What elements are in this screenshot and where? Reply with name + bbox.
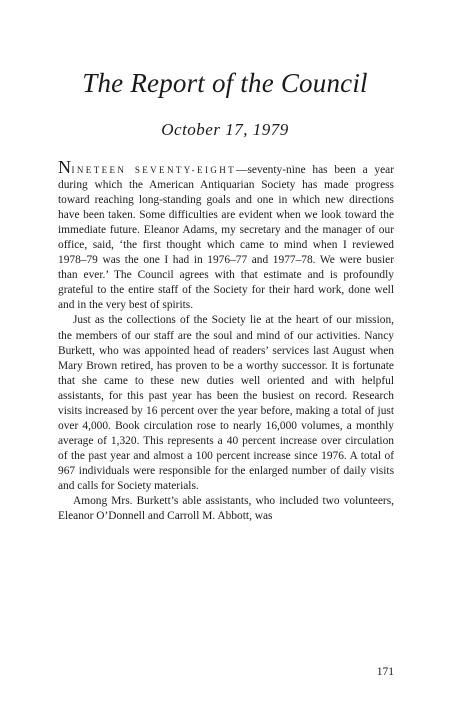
opening-small-caps: INETEEN SEVENTY-EIGHT — [71, 165, 237, 175]
page-number: 171 — [376, 666, 394, 678]
drop-cap-letter: N — [58, 157, 72, 177]
paragraph-1 — [58, 157, 395, 313]
report-body — [58, 157, 395, 524]
paragraph-3: Among Mrs. Burkett’s able assistants, who included two volunteers, Eleanor O’Donnell and Carroll M. Abbott, was — [58, 495, 394, 523]
paragraph-1-text: —seventy-nine has been a year during which the American Antiquarian Society has made progress toward reaching long-standing goals and one in which new directions have been taken. Some difficulties are evident when we look toward the immediate future. Eleanor Adams, my secretary and the manager of our office, said, ‘the first thought which came to mind when I reviewed 1978–79 was the one I had in 1976–77 and 1977–78. We were busier than ever.’ The Council agrees with that estimate and is profoundly grateful to the entire staff of the Society for their hard work, done well and in the very best of spirits. — [58, 164, 395, 312]
report-title: The Report of the Council — [82, 68, 368, 98]
paragraph-2: Just as the collections of the Society lie at the heart of our mission, the members of our staff are the soul and mind of our activities. Nancy Burkett, who was appointed head of readers’ services last August when Mary Brown retired, has proven to be a worthy successor. It is fortunate that she came to these new duties well oriented and with helpful assistants, for this past year has been the busiest on record. Research visits increased by 16 percent over the year before, making a total of just over 4,000. Book circulation rose to nearly 16,000 volumes, a monthly average of 1,320. This represents a 40 percent increase over circulation of the past year and almost a 100 percent increase since 1976. A total of 967 individuals were responsible for the enlarged number of daily visits and calls for Society materials. — [58, 314, 394, 492]
report-date: October 17, 1979 — [161, 120, 289, 139]
